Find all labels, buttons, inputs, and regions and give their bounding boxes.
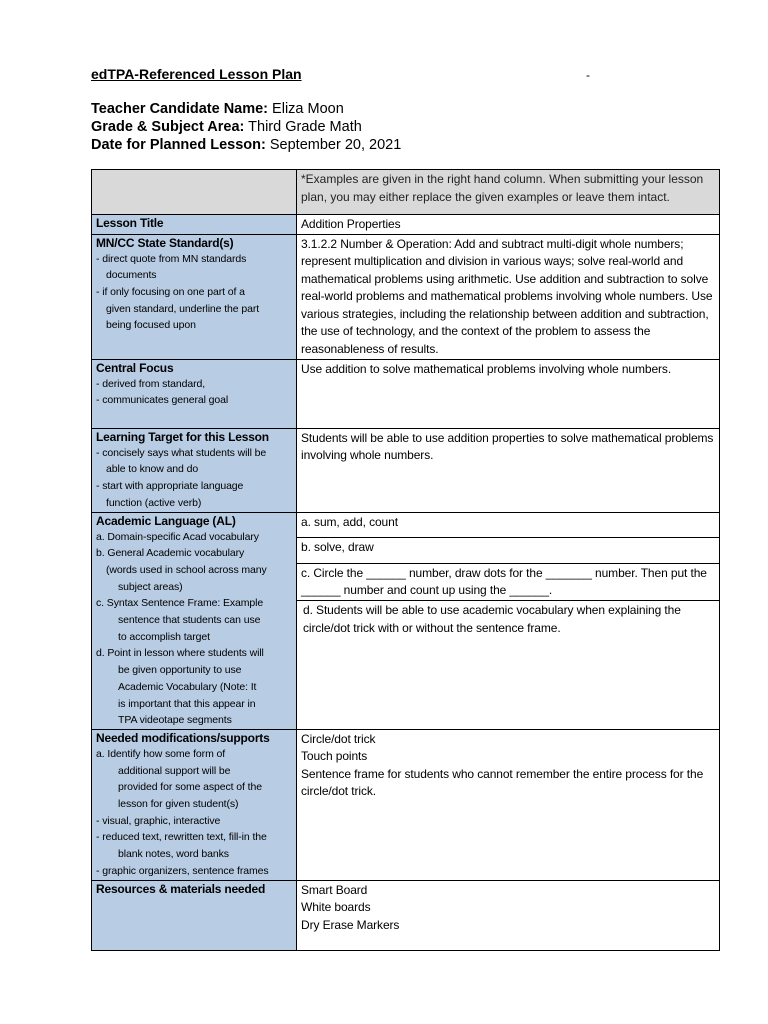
academic-language-note: a. Domain-specific Acad vocabulary xyxy=(96,530,259,543)
document-meta xyxy=(91,100,401,154)
academic-language-note: Academic Vocabulary (Note: It xyxy=(118,680,257,693)
academic-language-d: d. Students will be able to use academic vocabulary when explaining the circle/dot trick with or without the sentence frame. xyxy=(297,601,720,730)
document-title: edTPA-Referenced Lesson Plan xyxy=(91,66,302,82)
date-value: September 20, 2021 xyxy=(269,137,402,153)
resource-item: Smart Board xyxy=(301,882,368,897)
teacher-line xyxy=(91,100,401,118)
modifications-note: - reduced text, rewritten text, fill-in the xyxy=(96,831,267,844)
academic-language-row-a xyxy=(92,512,720,538)
teacher-value: Eliza Moon xyxy=(272,101,344,117)
standard-note: - direct quote from MN standards xyxy=(96,252,247,265)
lesson-title-value: Addition Properties xyxy=(297,215,720,235)
modifications-row xyxy=(92,729,720,880)
modifications-label: Needed modifications/supports xyxy=(96,730,270,745)
central-focus-label: Central Focus xyxy=(96,360,174,375)
standard-note: being focused upon xyxy=(106,319,196,332)
modifications-note: - graphic organizers, sentence frames xyxy=(96,864,269,877)
central-focus-note: - communicates general goal xyxy=(96,394,229,407)
learning-target-note: able to know and do xyxy=(106,463,199,476)
learning-target-value: Students will be able to use addition properties to solve mathematical problems involving whole numbers. xyxy=(297,428,720,512)
central-focus-row xyxy=(92,359,720,428)
teacher-label: Teacher Candidate Name: xyxy=(91,101,269,117)
grade-label: Grade & Subject Area: xyxy=(91,119,245,135)
academic-language-note: to accomplish target xyxy=(118,630,210,643)
standard-row xyxy=(92,234,720,359)
academic-language-note: is important that this appear in xyxy=(118,697,256,710)
grade-value: Third Grade Math xyxy=(248,119,362,135)
resources-label: Resources & materials needed xyxy=(96,881,266,896)
modification-item: Circle/dot trick xyxy=(301,731,376,746)
resource-item: White boards xyxy=(301,900,371,915)
academic-language-label: Academic Language (AL) xyxy=(96,513,236,528)
modifications-note: provided for some aspect of the xyxy=(118,781,262,794)
academic-language-c: c. Circle the ______ number, draw dots for the _______ number. Then put the ______ number and count up using the ______. xyxy=(297,563,720,601)
standard-note: documents xyxy=(106,269,157,282)
modifications-note: lesson for given student(s) xyxy=(118,798,239,811)
modifications-note: blank notes, word banks xyxy=(118,848,229,861)
learning-target-note: - start with appropriate language xyxy=(96,479,244,492)
lesson-title-row xyxy=(92,215,720,235)
academic-language-b: b. solve, draw xyxy=(297,538,720,564)
date-line xyxy=(91,136,401,154)
lesson-plan-table xyxy=(91,169,720,951)
resource-item: Dry Erase Markers xyxy=(301,917,400,932)
standard-label: MN/CC State Standard(s) xyxy=(96,235,234,250)
header-left-cell xyxy=(92,170,297,215)
academic-language-note: subject areas) xyxy=(118,580,183,593)
modification-item: Touch points xyxy=(301,749,368,764)
modifications-note: - visual, graphic, interactive xyxy=(96,814,221,827)
academic-language-note: TPA videotape segments xyxy=(118,714,232,727)
grade-line xyxy=(91,118,401,136)
header-note: *Examples are given in the right hand column. When submitting your lesson plan, you may either replace the given examples or leave them intact. xyxy=(297,170,720,215)
lesson-title-label: Lesson Title xyxy=(96,216,164,230)
standard-note: given standard, underline the part xyxy=(106,302,260,315)
table-header-row xyxy=(92,170,720,215)
academic-language-note: b. General Academic vocabulary xyxy=(96,547,245,560)
standard-value: 3.1.2.2 Number & Operation: Add and subtract multi-digit whole numbers; represent multiplication and division in various ways; solve real-world and mathematical problems using arithmetic. Use addition and subtraction to solve real-world problems and mathematical problems involving whole numbers. Use various strategies, including the relationship between addition and subtraction, the use of technology, and the context of the problem to assess the reasonableness of results. xyxy=(297,234,720,359)
date-label: Date for Planned Lesson: xyxy=(91,137,266,153)
modification-item: Sentence frame for students who cannot remember the entire process for the circle/dot trick. xyxy=(301,766,704,799)
learning-target-label: Learning Target for this Lesson xyxy=(96,429,269,444)
academic-language-note: be given opportunity to use xyxy=(118,664,242,677)
academic-language-a: a. sum, add, count xyxy=(297,512,720,538)
central-focus-note: - derived from standard, xyxy=(96,377,206,390)
academic-language-note: c. Syntax Sentence Frame: Example xyxy=(96,597,264,610)
modifications-note: additional support will be xyxy=(118,764,231,777)
academic-language-note: (words used in school across many xyxy=(106,563,267,576)
learning-target-note: - concisely says what students will be xyxy=(96,446,267,459)
central-focus-value: Use addition to solve mathematical problems involving whole numbers. xyxy=(297,359,720,428)
learning-target-note: function (active verb) xyxy=(106,496,202,509)
standard-note: - if only focusing on one part of a xyxy=(96,285,245,298)
academic-language-note: sentence that students can use xyxy=(118,614,261,627)
academic-language-note: d. Point in lesson where students will xyxy=(96,647,264,660)
resources-row xyxy=(92,880,720,950)
learning-target-row xyxy=(92,428,720,512)
header-dash: - xyxy=(586,68,590,82)
modifications-note: a. Identify how some form of xyxy=(96,747,226,760)
